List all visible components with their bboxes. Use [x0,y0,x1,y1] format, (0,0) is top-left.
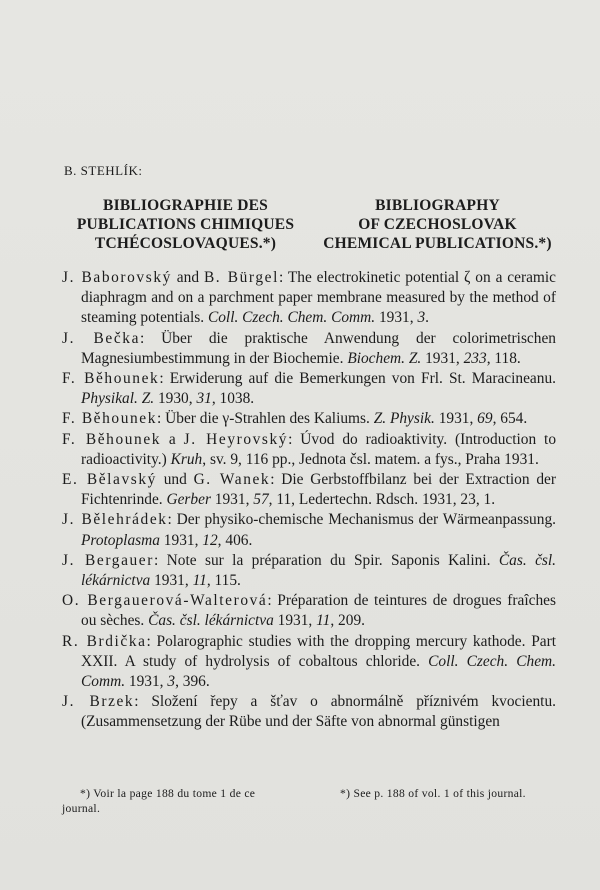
title-french-line: PUBLICATIONS CHIMIQUES [76,216,295,233]
entry-title: : Note sur la préparation du Spir. Saponis Kalini. [153,551,499,569]
bibliography-entry [62,470,556,510]
entry-title: : Die Gerbstoffbilanz bei der Extraction der Fichtenrinde. [81,471,556,509]
bibliography-entry [62,430,556,470]
entry-title: : Über die praktische Anwendung der colorimetrischen Magnesiumbestimmung in der Biochemie. [81,329,556,367]
entry-year: 1931, [150,572,193,590]
entry-volume: 31 [196,390,212,408]
entry-title: : Polarographic studies with the dropping mercury kathode. Part XXII. A study of hydrolysis of cobaltous chloride. [81,632,556,670]
title-english-line: CHEMICAL PUBLICATIONS.*) [323,235,552,252]
entry-conjunction: and [171,269,204,286]
entry-title: : Préparation de teintures de drogues fraîches ou sèches. [81,592,556,630]
entry-journal: Gerber [166,491,211,509]
entry-title: : Erwiderung auf die Bemerkungen von Frl. St. Maracineanu. [159,370,556,388]
footnote-french: *) Voir la page 188 du tome 1 de ce journal. [62,787,256,815]
entry-year: , sv. 9, 116 pp., Jednota čsl. matem. a fys., Praha 1931. [202,450,539,468]
entry-journal: Z. Physik. [373,410,435,428]
entry-year: 1931, [375,309,418,327]
entry-pages: , 654. [492,410,528,428]
entry-journal: Kruh [170,450,203,468]
entry-coauthor: J. Heyrovský [183,430,289,448]
entry-pages: , 396. [175,673,210,691]
title-french-line: BIBLIOGRAPHIE DES [103,197,268,214]
entry-conjunction: a [161,430,184,448]
entry-journal: Physikal. Z. [81,390,155,408]
entry-journal: Protoplasma [81,531,160,549]
entry-volume: 233 [463,349,487,367]
entry-volume: 11 [316,612,331,630]
entry-author: J. Bělehrádek [62,511,168,529]
entry-title: : Der physiko-chemische Mechanismus der Wärmeanpassung. [167,511,556,529]
entry-pages: , 115. [206,572,241,590]
bibliography-entry [62,369,556,409]
bibliography-entry [62,268,556,329]
bibliography-entry [62,409,556,429]
entry-title: : Úvod do radioaktivity. (Introduction to radioactivity.) [81,430,557,468]
bibliography-entry [62,329,556,369]
entry-journal: Čas. čsl. lékárnictva [148,612,274,630]
bibliography-entry [62,551,556,591]
footnote-english: *) See p. 188 of vol. 1 of this journal. [340,787,526,800]
entry-year: 1931, [210,491,254,509]
entry-pages: . [425,309,429,327]
entry-author: O. Bergauerová-Walterová [62,592,268,610]
entry-year: 1931, [434,410,478,428]
entry-title: : Über die γ-Strahlen des Kaliums. [157,410,374,428]
title-english-line: OF CZECHOSLOVAK [358,216,517,233]
entry-volume: 3 [417,309,426,327]
entry-author: J. Bergauer [62,551,154,569]
entry-year: 1931, [273,612,317,630]
entry-year: 1931, [159,531,203,549]
entry-volume: 11 [192,572,207,590]
bibliography-entry [62,632,556,693]
title-french-line: TCHÉCOSLOVAQUES.*) [94,235,277,252]
entry-author: E. Bělavský [62,471,157,489]
entry-title: : The electrokinetic potential ζ on a ceramic diaphragm and on a parchment paper membrane measured by the method of steaming potentials. [81,269,557,327]
title-french [58,196,313,253]
running-header-author: B. STEHLÍK: [64,163,143,178]
entry-year: 1930, [154,390,197,408]
entry-author: F. Běhounek [62,410,158,428]
bibliography-entry [62,692,556,732]
entry-author: R. Brdička [62,632,147,650]
entry-journal: Biochem. Z. [347,349,422,367]
entry-year: 1931, [125,673,168,691]
title-english [305,196,570,253]
entry-journal: Čas. čsl. lékárnictva [81,551,557,590]
entry-title: : Složení řepy a šťav o abnormálně příznivém kvocientu. (Zusammensetzung der Rübe und der Säfte von abnormal günstigen [81,693,556,731]
entry-pages: , 11, Ledertechn. Rdsch. 1931, 23, 1. [268,491,496,509]
entry-author: J. Bečka [62,329,140,347]
bibliography-list [62,268,556,733]
entry-pages: , 406. [217,531,253,549]
entry-author: J. Baborovský [62,269,172,286]
entry-journal: Coll. Czech. Chem. Comm. [81,652,556,691]
bibliography-entry [62,591,556,631]
entry-volume: 3 [167,673,176,691]
entry-year: 1931, [421,349,464,367]
entry-volume: 57 [253,491,269,509]
entry-journal: Coll. Czech. Chem. Comm. [207,309,376,327]
entry-coauthor: B. Bürgel [203,269,279,286]
bibliography-entry [62,510,556,550]
entry-pages: , 1038. [211,390,255,408]
entry-volume: 12 [202,531,218,549]
entry-author: J. Brzek [62,693,135,711]
entry-pages: , 118. [486,349,521,367]
entry-pages: , 209. [330,612,365,630]
entry-author: F. Běhounek [62,370,160,388]
entry-coauthor: G. Wanek [193,471,271,489]
entry-volume: 69 [477,410,493,428]
entry-conjunction: und [156,471,194,489]
entry-author: F. Běhounek [62,430,162,448]
title-english-line: BIBLIOGRAPHY [375,197,500,214]
